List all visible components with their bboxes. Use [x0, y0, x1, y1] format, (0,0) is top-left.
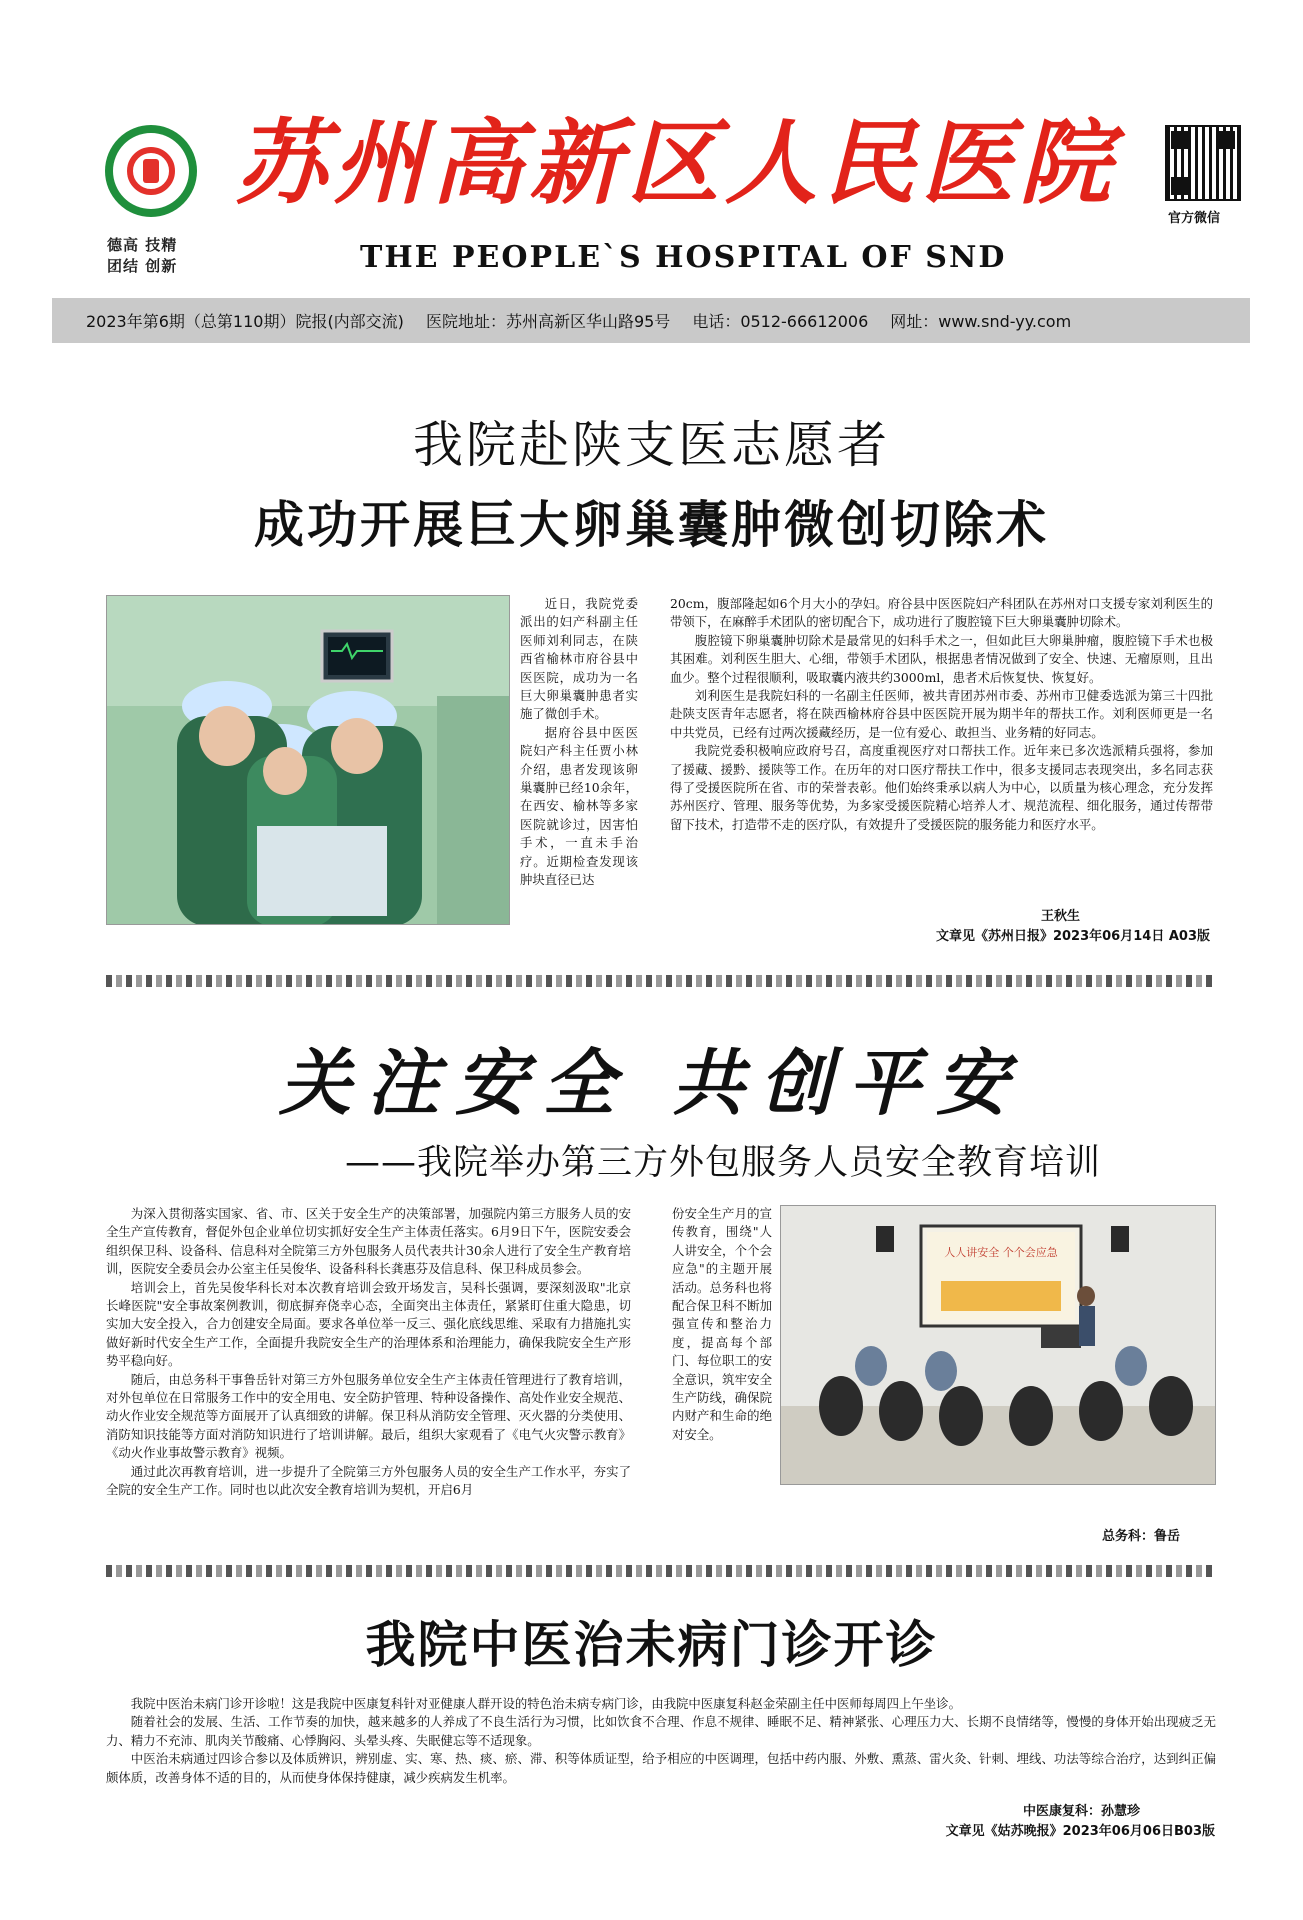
article1-col2-paragraph: 我院党委积极响应政府号召，高度重视医疗对口帮扶工作。近年来已多次选派精兵强将，参加了援藏、援黔、援陕等工作。在历年的对口医疗帮扶工作中，很多支援同志表现突出，多名同志获得了受援医院所在省、市的荣誉表彰。他们始终秉承以病人为中心，以质量为核心理念，充分发挥苏州医疗、管理、服务等优势，为多家受援医院精心培养人才、规范流程、细化服务，通过传帮带留下技术，打造带不走的医疗队，有效提升了受援医院的服务能力和医疗水平。 [670, 743, 1213, 832]
article3-body [106, 1695, 1216, 1787]
qr-label: 官方微信 [1168, 211, 1221, 226]
article1-col1-paragraph: 据府谷县中医医院妇产科主任贾小林介绍，患者发现该卵巢囊肿已经10余年，在西安、榆林等多家医院就诊过，因害怕手术，一直未手治疗。近期检查发现该肿块直径已达 [520, 724, 638, 888]
article3-source: 文章见《姑苏晚报》2023年06月06日B03版 [945, 1824, 1215, 1839]
section-divider [106, 975, 1216, 987]
article3-title: 我院中医治未病门诊开诊 [365, 1616, 938, 1674]
article2-title: 关注安全 共创平安 [278, 1040, 1025, 1125]
article3-paragraph: 我院中医治未病门诊开诊啦！这是我院中医康复科针对亚健康人群开设的特色治未病专病门诊，由我院中医康复科赵金荣副主任中医师每周四上午坐诊。 [130, 1696, 961, 1711]
hospital-name-cn: 苏州高新区人民医院 [235, 109, 1118, 217]
article2-col1-paragraph: 随后，由总务科干事鲁岳针对第三方外包服务单位安全生产主体责任管理进行了教育培训，对外包单位在日常服务工作中的安全用电、安全防护管理、特种设备操作、高处作业安全规范、动火作业安全规范等方面展开了认真细致的讲解。保卫科从消防安全管理、灭火器的分类使用、消防知识技能等方面对消防知识进行了培训讲解。最后，组织大家观看了《电气火灾警示教育》《动火作业事故警示教育》视频。 [106, 1371, 631, 1461]
article3-paragraph: 中医治未病通过四诊合参以及体质辨识，辨别虚、实、寒、热、痰、瘀、滞、积等体质证型，给予相应的中医调理，包括中药内服、外敷、熏蒸、雷火灸、针刺、埋线、功法等综合治疗，达到纠正偏颇体质，改善身体不适的目的，从而使身体保持健康，减少疾病发生机率。 [106, 1751, 1216, 1785]
training-photo [780, 1205, 1216, 1485]
hospital-name-en: THE PEOPLE`S HOSPITAL OF SND [360, 240, 1007, 275]
training-slide-text: 人人讲安全 个个会应急 [944, 1246, 1058, 1259]
article1-title-line2: 成功开展巨大卵巢囊肿微创切除术 [254, 496, 1049, 554]
article2-column1 [106, 1205, 631, 1500]
hospital-phone: 电话：0512-66612006 [692, 312, 869, 331]
article1-column2 [670, 595, 1213, 834]
article1-col2-paragraph: 20cm，腹部隆起如6个月大小的孕妇。府谷县中医医院妇产科团队在苏州对口支援专家刘利医生的带领下，在麻醉手术团队的密切配合下，成功进行了腹腔镜下巨大卵巢囊肿切除术。 [670, 596, 1213, 630]
article2-column2 [672, 1205, 772, 1444]
article2-col2-paragraph: 份安全生产月的宣传教育，围绕"人人讲安全，个个会应急"的主题开展活动。总务科也将配合保卫科不断加强宣传和整治力度，提高每个部门、每位职工的安全意识，筑牢安全生产防线，确保院内财产和生命的绝对安全。 [672, 1206, 772, 1442]
hospital-website: 网址：www.snd-yy.com [890, 312, 1072, 331]
article2-col1-paragraph: 通过此次再教育培训，进一步提升了全院第三方外包服务人员的安全生产工作水平，夯实了全院的安全生产工作。同时也以此次安全教育培训为契机，开启6月 [106, 1463, 631, 1498]
article1-title-line1: 我院赴陕支医志愿者 [413, 416, 890, 474]
hospital-address: 医院地址：苏州高新区华山路95号 [425, 312, 671, 331]
article1-col2-paragraph: 刘利医生是我院妇科的一名副主任医师，被共青团苏州市委、苏州市卫健委选派为第三十四批赴陕支医青年志愿者，将在陕西榆林府谷县中医医院开展为期半年的帮扶工作。刘利医师更是一名中共党员，已经有过两次援藏经历，是一位有爱心、敢担当、业务精的好同志。 [670, 688, 1213, 740]
article3-author: 中医康复科：孙慧珍 [1022, 1804, 1140, 1819]
article2-author: 总务科：鲁岳 [1101, 1529, 1180, 1544]
qr-code-icon[interactable] [1165, 125, 1241, 201]
article2-col1-paragraph: 培训会上，首先吴俊华科长对本次教育培训会致开场发言，吴科长强调，要深刻汲取"北京长峰医院"安全事故案例教训，彻底摒弃侥幸心态，全面突出主体责任，紧紧盯住重大隐患，切实加大安全投入，合力创建安全局面。要求各单位举一反三、强化底线思维、采取有力措施扎实做好新时代安全生产工作，全面提升我院安全生产的治理体系和治理能力，确保我院安全生产形势平稳向好。 [106, 1279, 631, 1369]
article1-source: 文章见《苏州日报》2023年06月14日 A03版 [935, 929, 1210, 944]
article1-col1-paragraph: 近日，我院党委派出的妇产科副主任医师刘利同志，在陕西省榆林市府谷县中医医院，成功为一名巨大卵巢囊肿患者实施了微创手术。 [520, 596, 638, 722]
article1-col2-paragraph: 腹腔镜下卵巢囊肿切除术是最常见的妇科手术之一，但如此巨大卵巢肿瘤，腹腔镜下手术也极其困难。刘利医生胆大、心细，带领手术团队，根据患者情况做到了安全、快速、无瘤原则，且出血少。整个过程很顺利，吸取囊内液共约3000ml，患者术后恢复快、恢复好。 [670, 632, 1213, 685]
surgery-photo [106, 595, 510, 925]
article3-paragraph: 随着社会的发展、生活、工作节奏的加快，越来越多的人养成了不良生活行为习惯，比如饮食不合理、作息不规律、睡眠不足、精神紧张、心理压力大、长期不良情绪等，慢慢的身体开始出现疲乏无力、精力不充沛、肌肉关节酸痛、心悸胸闷、头晕头疼、失眠健忘等不适现象。 [106, 1714, 1216, 1748]
motto-line2: 团结 创新 [107, 257, 178, 275]
hospital-motto [107, 235, 177, 277]
article1-author: 王秋生 [1040, 909, 1080, 924]
article2-subtitle: ——我院举办第三方外包服务人员安全教育培训 [345, 1143, 1102, 1183]
article1-column1 [520, 595, 638, 890]
section-divider [106, 1565, 1216, 1577]
motto-line1: 德高 技精 [107, 236, 178, 254]
article2-col1-paragraph: 为深入贯彻落实国家、省、市、区关于安全生产的决策部署，加强院内第三方服务人员的安全生产宣传教育，督促外包企业单位切实抓好安全生产主体责任落实。6月9日下午，医院安委会组织保卫科、设备科、信息科对全院第三方外包服务人员代表共计30余人进行了安全生产教育培训，医院安全委员会办公室主任吴俊华、设备科科长龚惠芬及信息科、保卫科成员参会。 [106, 1206, 631, 1277]
hospital-logo [105, 125, 197, 217]
issue-info-bar [52, 298, 1250, 343]
issue-number: 2023年第6期（总第110期）院报(内部交流) [86, 312, 404, 331]
